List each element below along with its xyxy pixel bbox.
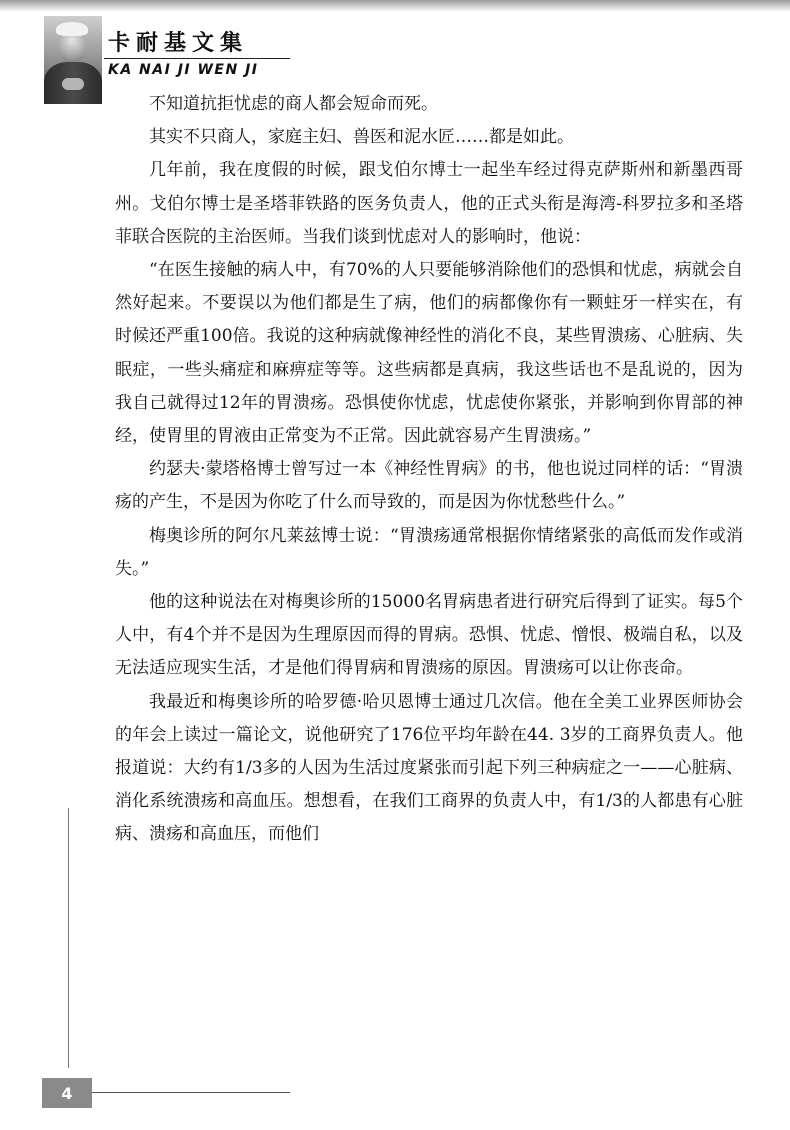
header-divider <box>104 58 290 59</box>
paragraph: “在医生接触的病人中，有70%的人只要能够消除他们的恐惧和忧虑，病就会自然好起来。不要误以为他们都是生了病，他们的病都像你有一颗蛀牙一样实在，有时候还严重100倍。我说的这种病就像神经性的消化不良，某些胃溃疡、心脏病、失眠症，一些头痛症和麻痹症等等。这些病都是真病，我这些话也不是乱说的，因为我自己就得过12年的胃溃疡。恐惧使你忧虑，忧虑使你紧张，并影响到你胃部的神经，使胃里的胃液由正常变为不正常。因此就容易产生胃溃疡。” <box>115 260 743 447</box>
body-text <box>115 88 743 852</box>
paragraph: 几年前，我在度假的时候，跟戈伯尔博士一起坐车经过得克萨斯州和新墨西哥州。戈伯尔博士是圣塔菲铁路的医务负责人，他的正式头衔是海湾-科罗拉多和圣塔菲联合医院的主治医师。当我们谈到忧虑对人的影响时，他说： <box>115 160 743 247</box>
margin-rule <box>68 808 69 1068</box>
portrait-hair <box>56 22 88 36</box>
page-number: 4 <box>42 1078 92 1108</box>
portrait-hand <box>62 78 84 90</box>
author-portrait <box>44 16 102 104</box>
paragraph: 其实不只商人，家庭主妇、兽医和泥水匠……都是如此。 <box>149 127 574 148</box>
paragraph: 梅奥诊所的阿尔凡莱兹博士说：“胃溃疡通常根据你情绪紧张的高低而发作或消失。” <box>115 525 743 579</box>
paragraph: 约瑟夫·蒙塔格博士曾写过一本《神经性胃病》的书，他也说过同样的话：“胃溃疡的产生，不是因为你吃了什么而导致的，而是因为你忧愁些什么。” <box>115 459 743 513</box>
book-title-pinyin: KA NAI JI WEN JI <box>108 62 259 78</box>
book-title: 卡耐基文集 <box>108 30 249 56</box>
paragraph: 我最近和梅奥诊所的哈罗德·哈贝恩博士通过几次信。他在全美工业界医师协会的年会上读过一篇论文，说他研究了176位平均年龄在44. 3岁的工商界负责人。他报道说：大约有1/3多的人因为生活过度紧张而引起下列三种病症之一——心脏病、消化系统溃疡和高血压。想想看，在我们工商界的负责人中，有1/3的人都患有心脏病、溃疡和高血压，而他们 <box>115 691 743 845</box>
paragraph: 他的这种说法在对梅奥诊所的15000名胃病患者进行研究后得到了证实。每5个人中，有4个并不是因为生理原因而得的胃病。恐惧、忧虑、憎恨、极端自私，以及无法适应现实生活，才是他们得胃病和胃溃疡的原因。胃溃疡可以让你丧命。 <box>115 592 743 679</box>
paragraph: 不知道抗拒忧虑的商人都会短命而死。 <box>149 94 438 114</box>
footer-divider <box>92 1092 290 1093</box>
top-page-shadow <box>0 0 790 12</box>
